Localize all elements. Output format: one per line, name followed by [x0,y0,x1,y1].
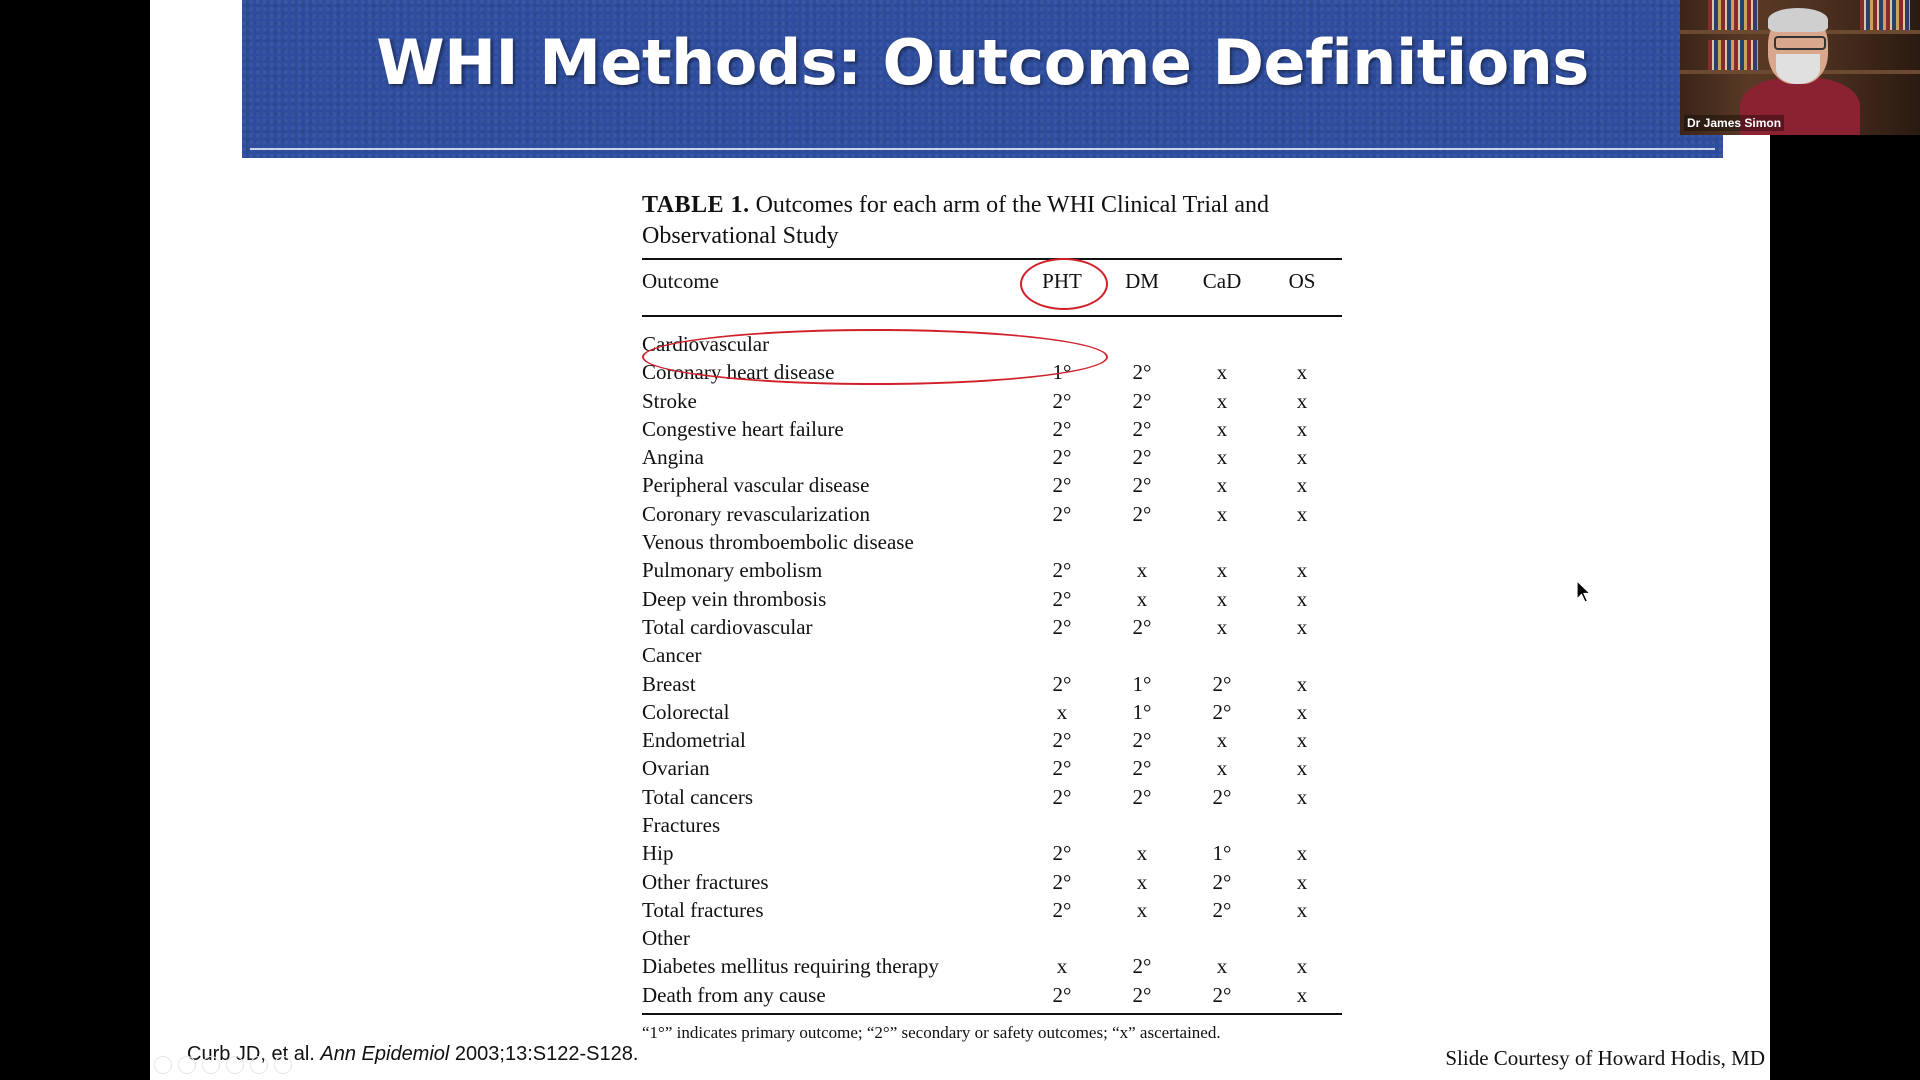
books [1708,40,1758,70]
cell-dm: 2° [1132,756,1152,781]
zoom-icon[interactable] [250,1056,268,1074]
table-row [642,472,1342,500]
table-row [642,528,1342,556]
table-row [642,387,1342,415]
cell-pht: 2° [1052,869,1072,894]
table-row [642,613,1342,641]
outcome-label: Other fractures [642,869,769,894]
cell-os: x [1296,388,1308,413]
cell-cad: 2° [1212,869,1232,894]
citation-authors: Curb JD, et al. [187,1043,321,1065]
annotation-oval-coronary-heart-disease [642,329,1108,385]
cell-dm: x [1136,586,1148,611]
cell-os: x [1296,869,1308,894]
cell-dm [1102,811,1182,839]
cell-cad: x [1216,954,1228,979]
cell-dm [1102,330,1182,358]
header-pht: PHT [1042,268,1082,293]
cell-cad: x [1216,756,1228,781]
books [1860,0,1910,30]
cell-os: x [1296,954,1308,979]
cell-dm: x [1136,869,1148,894]
cell-dm: 2° [1132,360,1152,385]
table-row [642,585,1342,613]
cell-os: x [1296,501,1308,526]
outcome-label: Endometrial [642,728,746,753]
cell-os: x [1296,756,1308,781]
presentation-slide [150,0,1770,1080]
outcome-label: Colorectal [642,699,730,724]
table-row [642,698,1342,726]
table-caption [642,190,1342,252]
cell-os [1262,811,1342,839]
participant-video-thumbnail[interactable] [1680,0,1920,135]
cell-dm: x [1136,558,1148,583]
title-banner [242,0,1723,158]
prev-slide-icon[interactable] [154,1056,172,1074]
citation-journal: Ann Epidemiol [320,1043,450,1065]
table-section-row [642,642,1342,670]
cell-pht: 2° [1052,982,1072,1007]
cell-dm [1102,925,1182,953]
slides-grid-icon[interactable] [226,1056,244,1074]
outcomes-table-figure [642,190,1342,1043]
cell-os: x [1296,699,1308,724]
outcome-label: Venous thromboembolic disease [642,530,914,555]
more-options-icon[interactable] [274,1056,292,1074]
cell-pht: 2° [1052,897,1072,922]
cell-cad: x [1216,388,1228,413]
cell-dm: 2° [1132,982,1152,1007]
cell-cad: x [1216,360,1228,385]
table-row [642,443,1342,471]
cell-cad: x [1216,473,1228,498]
cell-pht: 2° [1052,501,1072,526]
table-row [642,981,1342,1009]
cell-cad: 1° [1212,841,1232,866]
mouse-pointer-icon [1576,580,1592,609]
next-slide-icon[interactable] [178,1056,196,1074]
header-outcome: Outcome [642,268,719,293]
outcome-label: Peripheral vascular disease [642,473,870,498]
cell-cad: x [1216,416,1228,441]
outcome-label: Deep vein thrombosis [642,586,827,611]
table-row [642,755,1342,783]
cell-dm [1102,642,1182,670]
table-section-row [642,811,1342,839]
cell-cad: x [1216,728,1228,753]
cell-os: x [1296,671,1308,696]
cell-pht [1022,811,1102,839]
cell-os [1262,925,1342,953]
outcome-label: Total cardiovascular [642,614,813,639]
outcome-label: Total cancers [642,784,754,809]
cell-pht [1022,642,1102,670]
cell-cad: x [1216,558,1228,583]
table-row [642,783,1342,811]
cell-cad: x [1216,501,1228,526]
outcome-label: Hip [642,841,674,866]
outcome-label: Death from any cause [642,982,826,1007]
table-footnote: “1°” indicates primary outcome; “2°” secondary or safety outcomes; “x” ascertained. [642,1023,1221,1043]
person-hair [1768,8,1828,32]
cell-dm: 2° [1132,614,1152,639]
cell-pht: 2° [1052,841,1072,866]
outcome-label: Pulmonary embolism [642,558,823,583]
header-rule-row [642,302,1342,330]
cell-pht: 2° [1052,756,1072,781]
outcome-label: Coronary heart disease [642,360,835,385]
outcome-label: Coronary revascularization [642,501,870,526]
cell-os: x [1296,586,1308,611]
cell-os: x [1296,841,1308,866]
cell-os: x [1296,360,1308,385]
outcome-label: Congestive heart failure [642,416,844,441]
cell-pht: 2° [1052,388,1072,413]
cell-os [1262,642,1342,670]
outcome-label: Stroke [642,388,697,413]
cell-pht: 2° [1052,671,1072,696]
annotation-circle-pht [1020,258,1108,310]
glasses [1774,36,1826,50]
table-row [642,670,1342,698]
cell-os: x [1296,558,1308,583]
cell-dm: 2° [1132,473,1152,498]
cell-os: x [1296,982,1308,1007]
cell-dm: 2° [1132,784,1152,809]
participant-name: Dr James Simon [1684,115,1784,131]
cell-os: x [1296,445,1308,470]
citation-rest: 2003;13:S122-S128. [449,1043,639,1065]
slide-credit: Slide Courtesy of Howard Hodis, MD [1445,1046,1765,1070]
cell-cad: 2° [1212,699,1232,724]
outcome-label: Total fractures [642,897,764,922]
cell-os [1262,528,1342,556]
outcome-label: Fractures [642,812,721,837]
cell-os: x [1296,784,1308,809]
cell-pht: 2° [1052,473,1072,498]
table-row [642,953,1342,981]
outcome-label: Breast [642,671,696,696]
table-caption-text: Outcomes for each arm of the WHI Clinical Trial and Observational Study [642,192,1270,249]
cell-dm: 2° [1132,954,1152,979]
cell-pht: 1° [1052,360,1072,385]
header-cad: CaD [1202,268,1242,293]
cell-pht: 2° [1052,445,1072,470]
cell-pht [1022,925,1102,953]
outcome-label: Angina [642,445,704,470]
cell-pht: 2° [1052,558,1072,583]
cell-dm: 2° [1132,501,1152,526]
outcome-label: Cancer [642,643,702,668]
books [1708,0,1758,30]
cell-cad [1182,642,1262,670]
cell-cad: 2° [1212,671,1232,696]
cell-dm: 2° [1132,388,1152,413]
table-row [642,896,1342,924]
cell-dm: 2° [1132,445,1152,470]
cell-cad: 2° [1212,784,1232,809]
cell-os: x [1296,728,1308,753]
cell-pht: x [1056,954,1068,979]
table-row [642,868,1342,896]
table-row [642,415,1342,443]
table-bottom-rule [642,1013,1342,1015]
cell-cad: x [1216,586,1228,611]
cell-pht: 2° [1052,728,1072,753]
cell-os: x [1296,897,1308,922]
table-body [642,302,1342,1009]
table-header-row [642,260,1342,302]
cell-dm: 2° [1132,728,1152,753]
cell-cad [1182,330,1262,358]
header-os: OS [1288,268,1316,293]
cell-pht: 2° [1052,586,1072,611]
slide-title: WHI Methods: Outcome Definitions [376,26,1589,99]
cell-pht [1022,528,1102,556]
table-row [642,500,1342,528]
cell-cad: x [1216,445,1228,470]
cell-dm: x [1136,841,1148,866]
cell-dm: 1° [1132,699,1152,724]
cell-cad: 2° [1212,982,1232,1007]
cell-cad [1182,528,1262,556]
cell-dm [1102,528,1182,556]
cell-os: x [1296,416,1308,441]
table-row [642,557,1342,585]
cell-cad: 2° [1212,897,1232,922]
outcome-label: Diabetes mellitus requiring therapy [642,954,939,979]
cell-cad: x [1216,614,1228,639]
pen-icon[interactable] [202,1056,220,1074]
cell-dm: 2° [1132,416,1152,441]
cell-pht: 2° [1052,416,1072,441]
table-header-rule [642,315,1342,317]
header-dm: DM [1125,268,1159,293]
table-row [642,726,1342,754]
cell-pht: 2° [1052,784,1072,809]
cell-os [1262,330,1342,358]
cell-cad [1182,811,1262,839]
cell-dm: x [1136,897,1148,922]
outcome-label: Other [642,926,690,951]
cell-pht: 2° [1052,614,1072,639]
cell-cad [1182,925,1262,953]
cell-dm: 1° [1132,671,1152,696]
outcome-label: Cardiovascular [642,331,770,356]
table-caption-label: TABLE 1. [642,192,750,218]
outcome-label: Ovarian [642,756,710,781]
slideshow-controls[interactable] [154,1056,292,1074]
cell-os: x [1296,614,1308,639]
cell-pht: x [1056,699,1068,724]
table-section-row [642,925,1342,953]
table-row [642,840,1342,868]
cell-os: x [1296,473,1308,498]
person-beard [1776,54,1820,84]
